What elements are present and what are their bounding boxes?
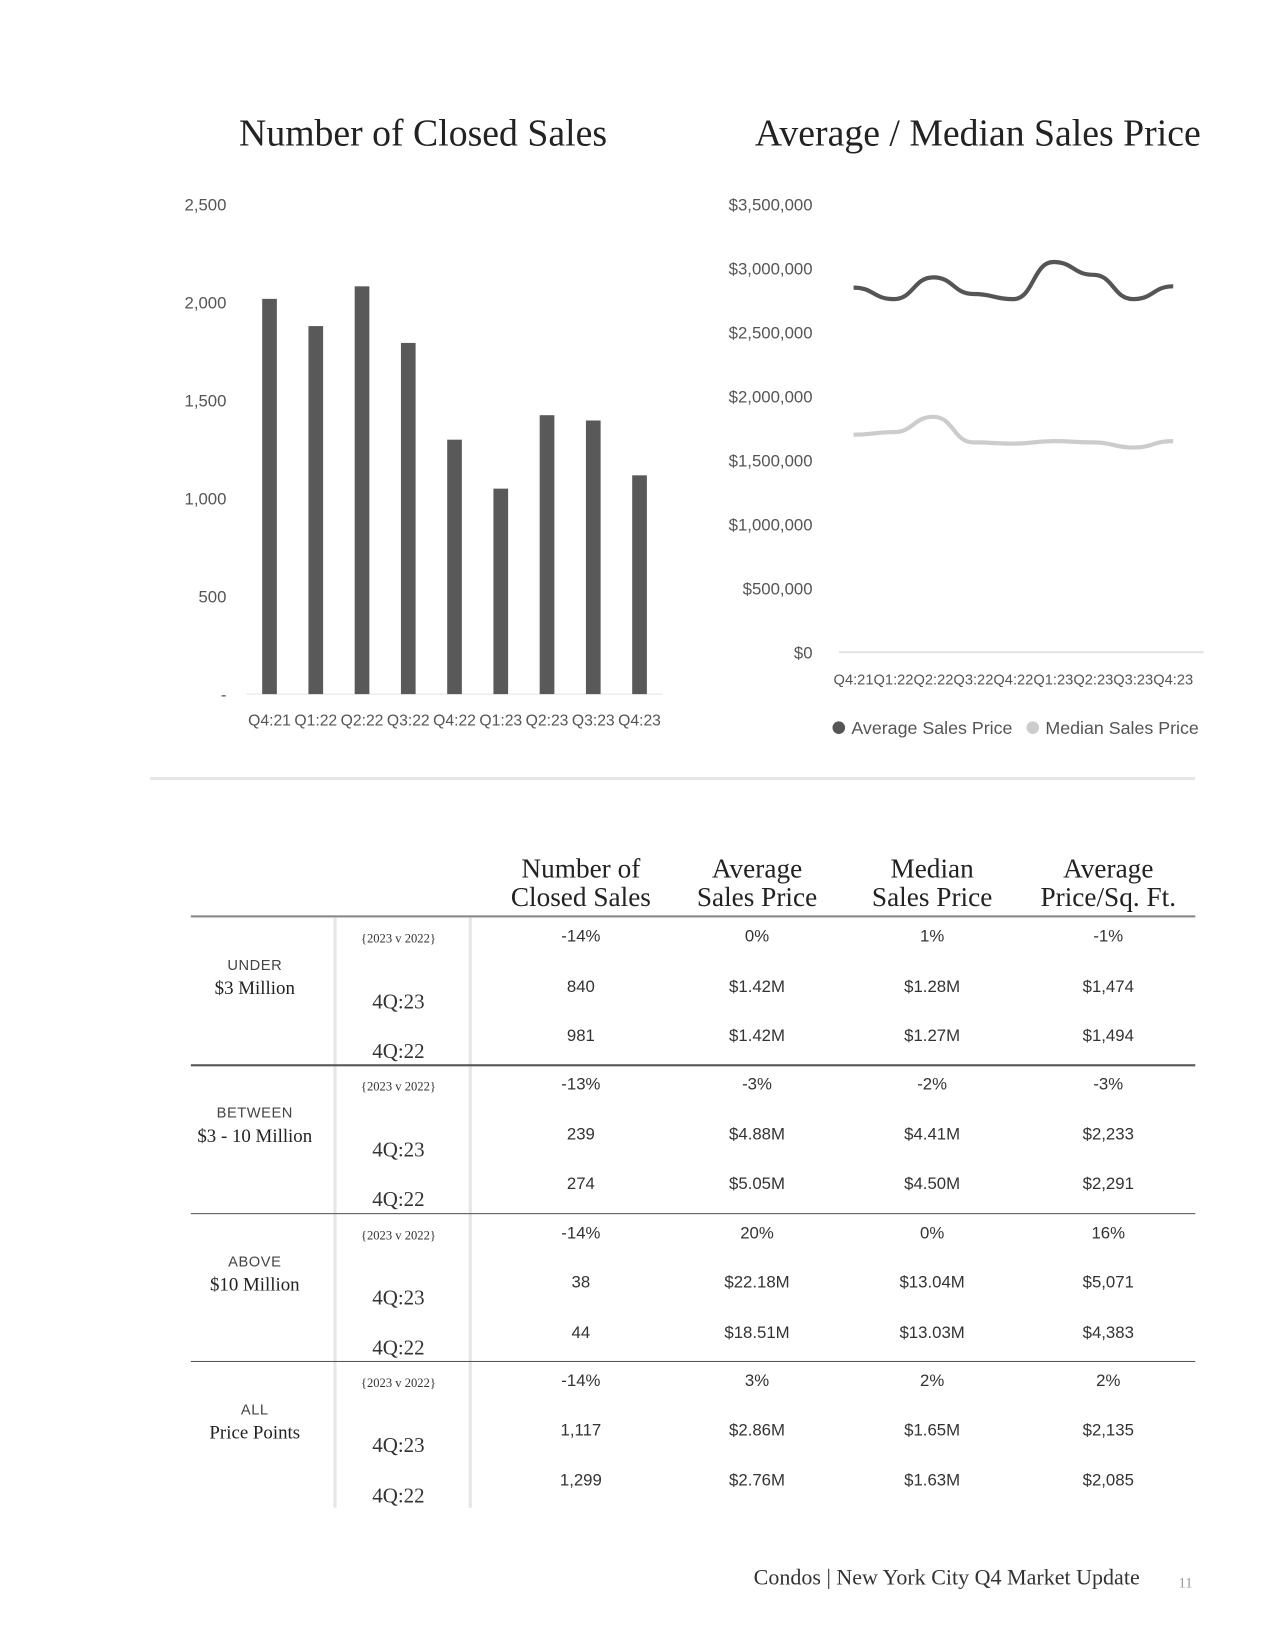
group-label-bottom: $10 Million [209,1273,300,1295]
column-header: Number of Closed Sales [510,853,651,913]
group-label-bottom: Price Points [209,1421,301,1443]
period-label: {2023 v 2022} [360,1079,436,1094]
table-cell: 0% [919,1224,945,1243]
table-cell: $2.86M [729,1422,785,1440]
x-tick-label: Q4:22 [993,672,1034,689]
group-label-top: BETWEEN [216,1104,293,1122]
x-tick-label: Q2:23 [1073,672,1114,689]
series-line [854,262,1174,299]
table-cell: -14% [561,1224,601,1243]
table-cell: -14% [561,1372,601,1391]
bar [540,415,555,694]
group-label-bottom: $3 Million [214,977,295,999]
table-cell: 274 [566,1175,595,1194]
x-tick-label: Q4:23 [618,712,661,730]
y-tick-label: 2,000 [184,293,227,313]
section-divider [150,777,1195,780]
legend-marker [833,721,846,734]
group-label-top: ALL [240,1400,269,1418]
y-tick-label: - [220,685,227,705]
bar [355,286,370,694]
y-tick-label: 1,500 [184,391,227,411]
y-tick-label: 1,000 [184,489,227,509]
bar [632,475,647,694]
table-cell: -13% [561,1076,601,1094]
table-cell: -3% [1093,1076,1124,1094]
group-label-top: ABOVE [228,1252,282,1270]
group-label-bottom: $3 - 10 Million [197,1125,313,1147]
table-cell: 3% [744,1372,770,1391]
table-cell: $13.03M [899,1323,965,1342]
y-tick-label: $1,000,000 [728,515,813,535]
table-cell: 0% [744,927,770,946]
period-label: 4Q:22 [372,1040,425,1064]
table-cell: -3% [742,1076,772,1094]
table-cell: $2.76M [729,1471,785,1490]
table-cell: $1.27M [904,1027,961,1046]
line-chart-title: Average / Median Sales Price [754,112,1201,155]
period-label: 4Q:23 [372,1434,425,1458]
column-header: Average Sales Price [696,853,818,913]
column-header: Median Sales Price [871,853,993,913]
table-cell: $1.28M [904,977,961,996]
x-tick-label: Q4:22 [433,712,476,730]
table-cell: 1% [919,927,945,946]
table-cell: $2,085 [1082,1471,1134,1490]
header-rule [191,915,1195,917]
table-cell: $4.50M [904,1175,961,1194]
table-cell: 1,299 [559,1471,602,1490]
group-label-top: UNDER [227,956,283,974]
x-tick-label: Q4:23 [1153,672,1194,689]
table-cell: $1,474 [1082,977,1134,996]
x-tick-label: Q4:21 [833,672,874,689]
y-tick-label: $1,500,000 [728,451,813,471]
y-tick-label: $2,000,000 [728,387,813,407]
table-cell: 239 [566,1125,595,1144]
table-cell: $4,383 [1082,1323,1134,1342]
table-cell: $2,291 [1082,1175,1134,1194]
y-tick-label: $500,000 [742,579,813,599]
group-rule [191,1361,1195,1363]
period-label: {2023 v 2022} [360,1227,436,1243]
table-cell: 2% [1096,1372,1121,1391]
page-number: 11 [1178,1575,1193,1592]
table-cell: $18.51M [724,1323,790,1342]
table-cell: $1.65M [904,1422,961,1440]
table-cell: -1% [1093,927,1124,946]
table-cell: $13.04M [899,1274,965,1292]
period-label: 4Q:22 [372,1188,425,1212]
table-cell: 1,117 [560,1422,602,1440]
x-tick-label: Q2:22 [340,712,384,730]
table-cell: $1.63M [904,1471,961,1490]
period-label: 4Q:22 [372,1484,425,1508]
bar [308,326,323,694]
y-tick-label: $0 [793,643,813,663]
bar-chart-title: Number of Closed Sales [239,112,608,155]
x-tick-label: Q3:22 [953,672,994,689]
period-label: 4Q:22 [372,1336,425,1360]
y-tick-label: $3,500,000 [728,195,813,215]
x-tick-label: Q1:23 [1033,672,1074,689]
table-cell: 840 [566,977,595,996]
series-line [854,417,1174,448]
y-tick-label: 500 [198,587,227,607]
column-header: Average Price/Sq. Ft. [1040,853,1177,913]
bar [447,440,462,694]
line-chart [692,183,1216,749]
table-cell: 44 [571,1323,591,1342]
table-cell: $4.41M [904,1125,961,1144]
table-cell: 20% [740,1224,774,1243]
table-cell: $1,494 [1082,1027,1134,1046]
x-tick-label: Q2:23 [525,712,569,730]
y-tick-label: 2,500 [184,195,227,215]
x-tick-label: Q1:22 [294,712,338,730]
table-cell: $1.42M [729,977,785,996]
table-cell: 38 [571,1274,591,1292]
period-label: {2023 v 2022} [360,931,436,946]
x-tick-label: Q1:23 [479,712,523,730]
bar [401,343,416,694]
group-rule [191,1213,1195,1215]
bar [586,420,601,694]
legend-label: Average Sales Price [851,717,1013,738]
y-tick-label: $2,500,000 [728,323,813,343]
x-tick-label: Q3:22 [386,712,430,730]
x-tick-label: Q3:23 [571,712,615,730]
footer-title: Condos | New York City Q4 Market Update [753,1564,1140,1590]
table-cell: $22.18M [724,1274,790,1292]
y-tick-label: $3,000,000 [728,259,813,279]
x-tick-label: Q2:22 [913,672,954,689]
bar-chart [157,183,681,749]
period-label: 4Q:23 [372,990,425,1014]
table-cell: $4.88M [729,1125,785,1144]
table-cell: $5,071 [1082,1274,1134,1292]
group-rule [191,1065,1195,1067]
period-label: {2023 v 2022} [360,1375,436,1391]
bar [262,299,277,694]
table-cell: 2% [919,1372,945,1391]
table-cell: $2,135 [1082,1422,1134,1440]
x-tick-label: Q4:21 [248,712,291,730]
period-label: 4Q:23 [372,1138,425,1162]
x-tick-label: Q1:22 [873,672,914,689]
table-cell: 16% [1091,1224,1126,1243]
table-cell: $5.05M [729,1175,785,1194]
table-cell: -2% [917,1076,948,1094]
table-cell: $2,233 [1082,1125,1134,1144]
table-cell: -14% [561,927,601,946]
legend-marker [1026,721,1039,734]
table-cell: 981 [566,1027,595,1046]
legend-label: Median Sales Price [1045,717,1199,738]
x-tick-label: Q3:23 [1113,672,1154,689]
period-label: 4Q:23 [372,1286,425,1310]
bar [493,489,508,694]
table-cell: $1.42M [729,1027,785,1046]
